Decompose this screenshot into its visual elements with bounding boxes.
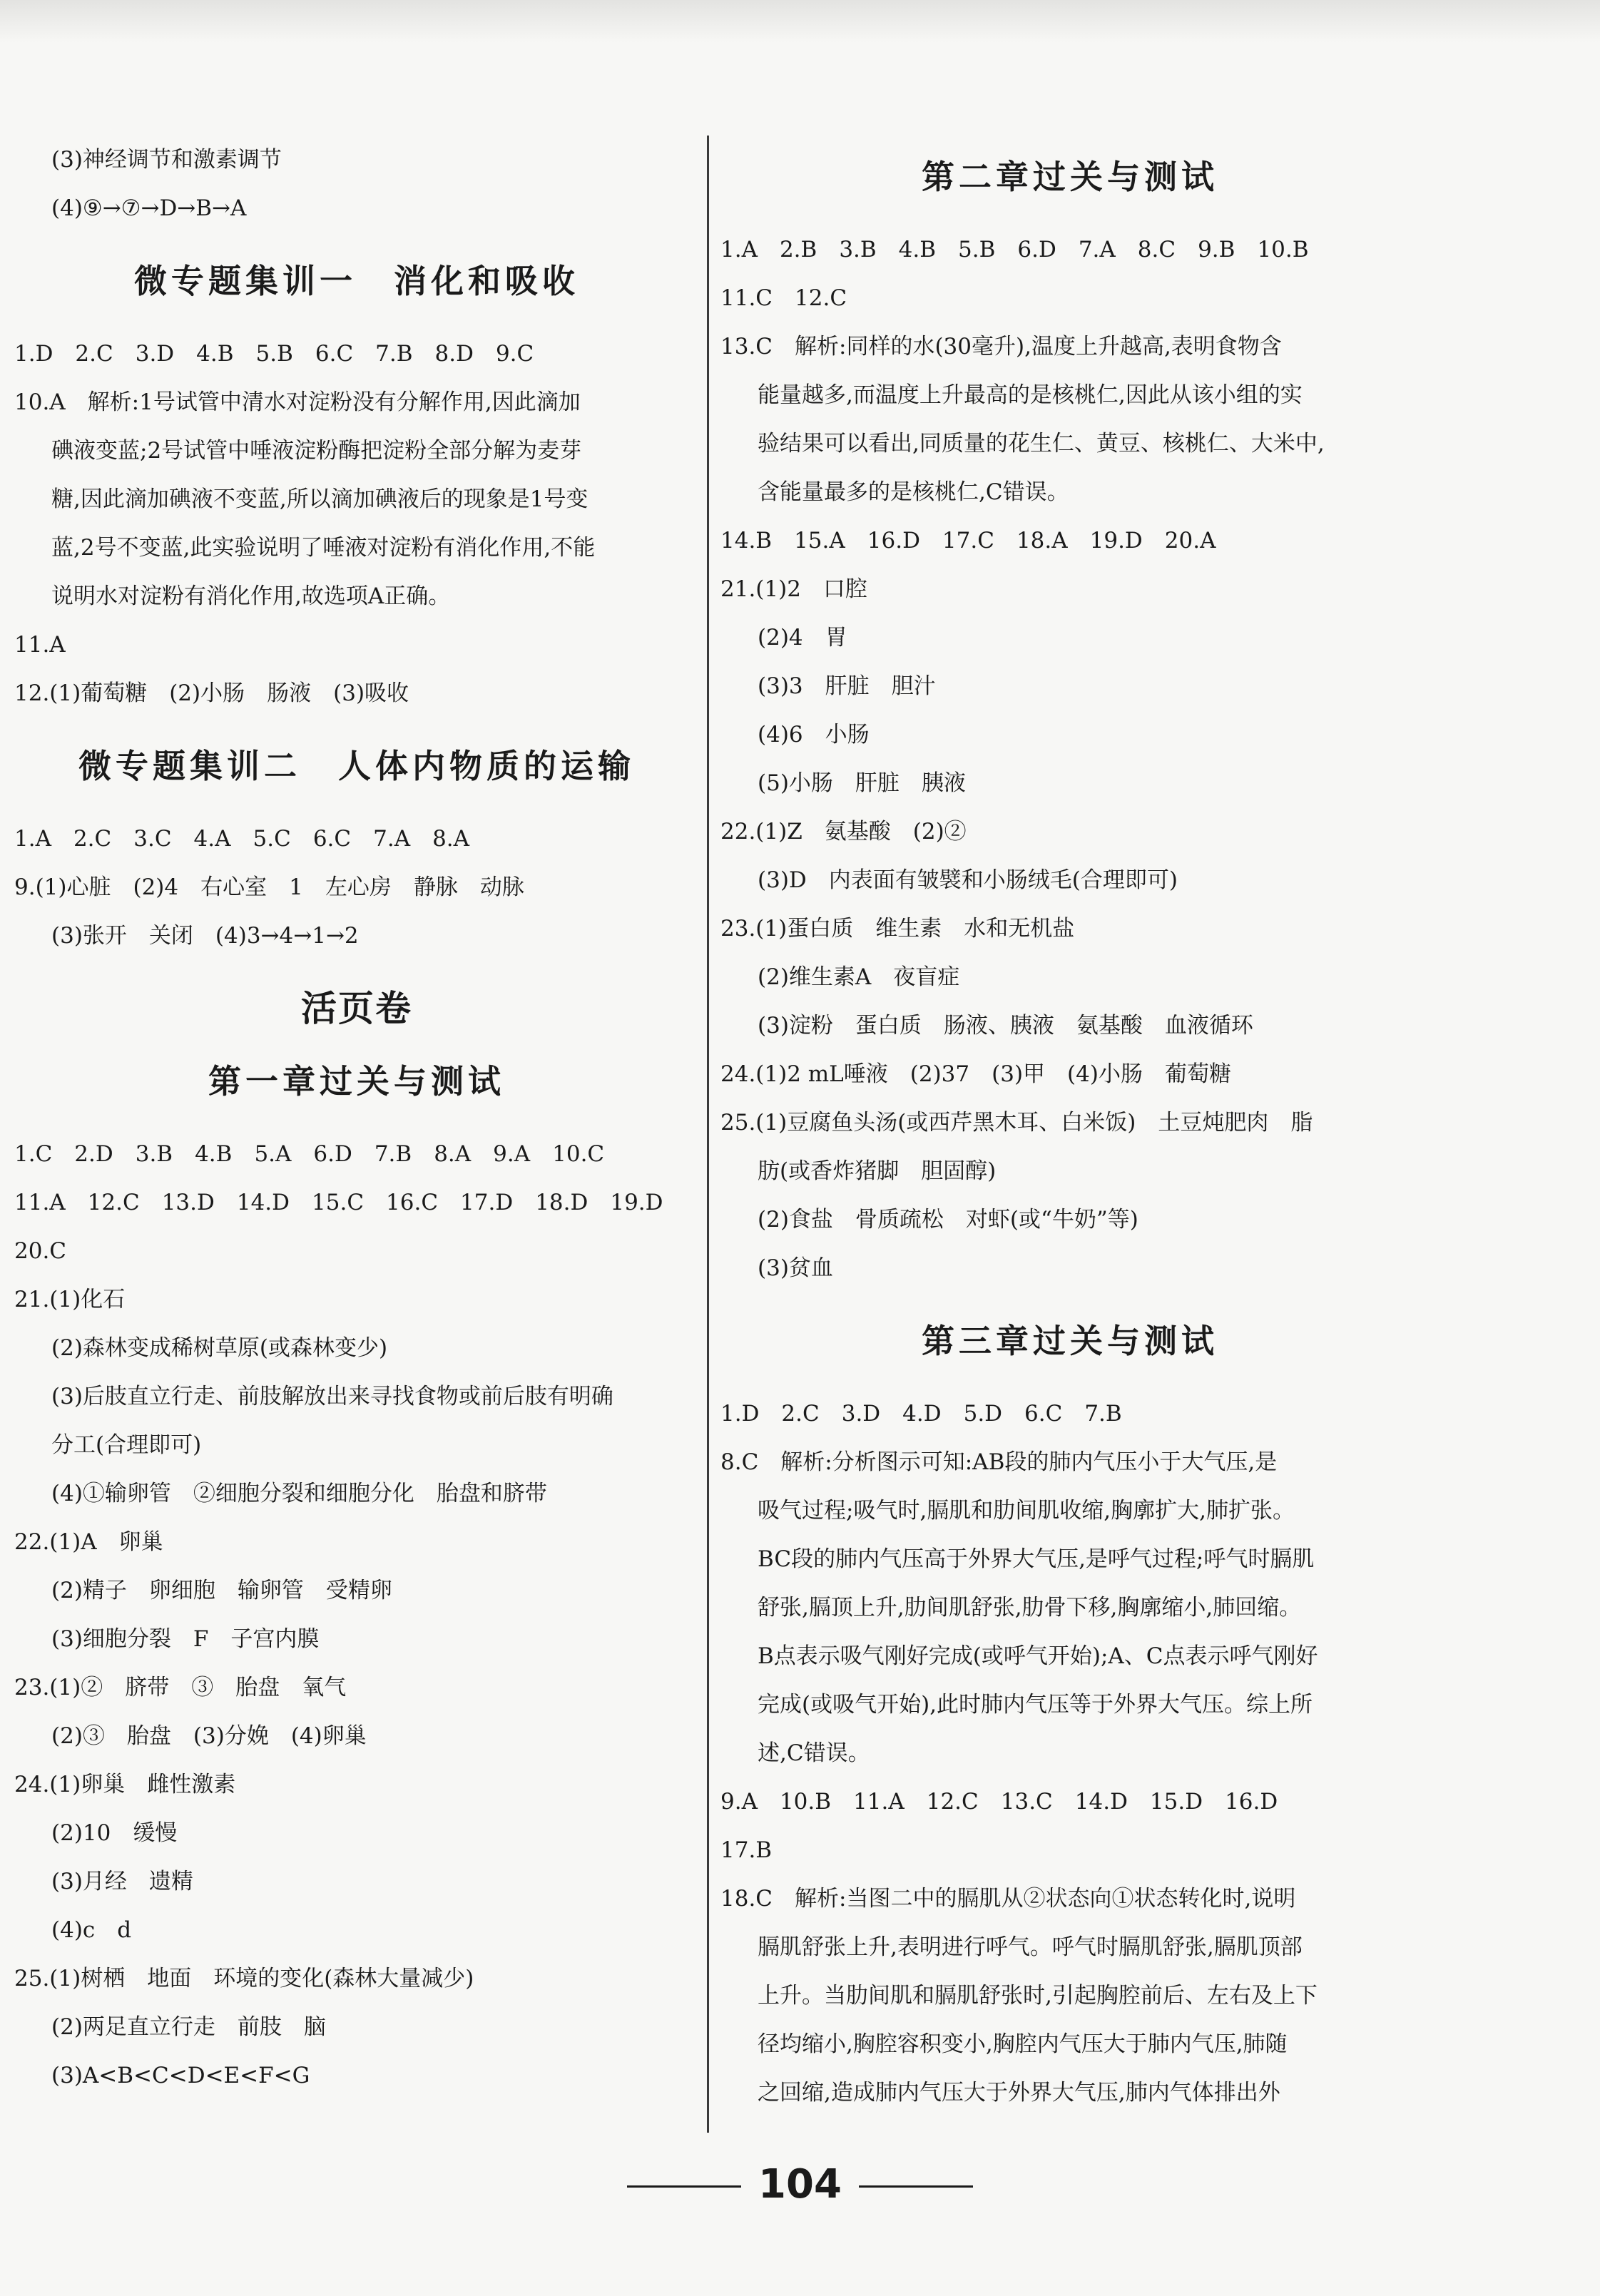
text-line: 25.(1)豆腐鱼头汤(或西芹黑木耳、白米饭) 土豆炖肥肉 脂	[720, 1110, 1313, 1136]
text-line: 13.C 解析:同样的水(30毫升),温度上升越高,表明食物含	[720, 334, 1282, 359]
section-heading: 微专题集训一 消化和吸收	[134, 262, 579, 300]
text-line: 24.(1)2 mL唾液 (2)37 (3)甲 (4)小肠 葡萄糖	[720, 1061, 1231, 1087]
text-line: 14.B 15.A 16.D 17.C 18.A 19.D 20.A	[720, 528, 1216, 553]
text-line: 9.(1)心脏 (2)4 右心室 1 左心房 静脉 动脉	[14, 874, 524, 900]
section-heading: 第二章过关与测试	[922, 158, 1218, 196]
column-divider	[707, 136, 709, 2133]
text-line: 蓝,2号不变蓝,此实验说明了唾液对淀粉有消化作用,不能	[51, 535, 596, 561]
text-line: 述,C错误。	[758, 1740, 870, 1766]
text-line: 11.C 12.C	[720, 285, 847, 311]
page-number-rule-left	[627, 2185, 741, 2188]
text-line: BC段的肺内气压高于外界大气压,是呼气过程;呼气时膈肌	[758, 1546, 1315, 1572]
text-line: (3)贫血	[758, 1255, 833, 1281]
text-line: 碘液变蓝;2号试管中唾液淀粉酶把淀粉全部分解为麦芽	[51, 438, 582, 464]
text-line: 验结果可以看出,同质量的花生仁、黄豆、核桃仁、大米中,	[758, 431, 1325, 456]
text-line: 1.D 2.C 3.D 4.B 5.B 6.C 7.B 8.D 9.C	[14, 341, 534, 367]
text-line: 含能量最多的是核桃仁,C错误。	[758, 479, 1069, 505]
text-line: (2)4 胃	[758, 625, 847, 650]
text-line: 分工(合理即可)	[51, 1432, 202, 1458]
section-heading: 第三章过关与测试	[922, 1322, 1218, 1360]
text-line: 22.(1)Z 氨基酸 (2)②	[720, 819, 967, 845]
text-line: (3)张开 关闭 (4)3→4→1→2	[51, 923, 359, 949]
text-line: 17.B	[720, 1837, 773, 1863]
text-line: (4)c d	[51, 1917, 132, 1943]
right-column	[720, 136, 1420, 2117]
text-line: B点表示吸气刚好完成(或呼气开始);A、C点表示呼气刚好	[758, 1643, 1318, 1669]
text-line: (2)食盐 骨质疏松 对虾(或“牛奶”等)	[758, 1207, 1138, 1233]
text-line: (4)6 小肠	[758, 722, 870, 748]
text-line: (2)③ 胎盘 (3)分娩 (4)卵巢	[51, 1723, 367, 1749]
text-line: 之回缩,造成肺内气压大于外界大气压,肺内气体排出外	[758, 2080, 1280, 2106]
text-line: 能量越多,而温度上升最高的是核桃仁,因此从该小组的实	[758, 382, 1303, 408]
text-line: (3)后肢直立行走、前肢解放出来寻找食物或前后肢有明确	[51, 1384, 613, 1409]
text-line: 吸气过程;吸气时,膈肌和肋间肌收缩,胸廓扩大,肺扩张。	[758, 1498, 1295, 1524]
text-line: 径均缩小,胸腔容积变小,胸腔内气压大于肺内气压,肺随	[758, 2031, 1288, 2057]
text-line: 上升。当肋间肌和膈肌舒张时,引起胸腔前后、左右及上下	[758, 1983, 1318, 2009]
text-line: 22.(1)A 卵巢	[14, 1529, 163, 1555]
text-line: (4)①输卵管 ②细胞分裂和细胞分化 胎盘和脐带	[51, 1481, 547, 1506]
text-line: (2)维生素A 夜盲症	[758, 964, 960, 990]
text-line: 21.(1)2 口腔	[720, 576, 867, 602]
text-line: 1.C 2.D 3.B 4.B 5.A 6.D 7.B 8.A 9.A 10.C	[14, 1141, 605, 1167]
text-line: (3)D 内表面有皱襞和小肠绒毛(合理即可)	[758, 867, 1178, 893]
text-line: (2)森林变成稀树草原(或森林变少)	[51, 1335, 388, 1361]
text-line: 肪(或香炸猪脚 胆固醇)	[758, 1158, 997, 1184]
text-line: 完成(或吸气开始),此时肺内气压等于外界大气压。综上所	[758, 1692, 1313, 1718]
text-line: 1.D 2.C 3.D 4.D 5.D 6.C 7.B	[720, 1401, 1122, 1427]
left-column	[14, 136, 699, 2100]
section-heading: 微专题集训二 人体内物质的运输	[78, 747, 635, 785]
text-line: (2)两足直立行走 前肢 脑	[51, 2014, 326, 2040]
text-line: 21.(1)化石	[14, 1287, 126, 1312]
text-line: (3)A<B<C<D<E<F<G	[51, 2063, 310, 2088]
scan-top-shadow	[0, 0, 1600, 43]
text-line: (4)⑨→⑦→D→B→A	[51, 195, 247, 221]
text-line: 20.C	[14, 1238, 67, 1264]
text-line: 24.(1)卵巢 雌性激素	[14, 1772, 236, 1797]
page-number-rule-right	[859, 2185, 973, 2188]
text-line: (3)细胞分裂 F 子宫内膜	[51, 1626, 320, 1652]
text-line: (2)精子 卵细胞 输卵管 受精卵	[51, 1578, 392, 1603]
text-line: 膈肌舒张上升,表明进行呼气。呼气时膈肌舒张,膈肌顶部	[758, 1934, 1303, 1960]
text-line: (3)月经 遗精	[51, 1869, 193, 1894]
text-line: (3)淀粉 蛋白质 肠液、胰液 氨基酸 血液循环	[758, 1013, 1253, 1039]
text-line: 舒张,膈顶上升,肋间肌舒张,肋骨下移,胸廓缩小,肺回缩。	[758, 1595, 1302, 1621]
text-line: 25.(1)树栖 地面 环境的变化(森林大量减少)	[14, 1966, 474, 1991]
text-line: 糖,因此滴加碘液不变蓝,所以滴加碘液后的现象是1号变	[51, 486, 588, 512]
text-line: 1.A 2.B 3.B 4.B 5.B 6.D 7.A 8.C 9.B 10.B	[720, 237, 1309, 262]
text-line: 10.A 解析:1号试管中清水对淀粉没有分解作用,因此滴加	[14, 389, 581, 415]
section-heading: 第一章过关与测试	[208, 1062, 505, 1101]
text-line: (2)10 缓慢	[51, 1820, 178, 1846]
text-line: 说明水对淀粉有消化作用,故选项A正确。	[51, 583, 451, 609]
text-line: 1.A 2.C 3.C 4.A 5.C 6.C 7.A 8.A	[14, 826, 470, 852]
text-line: 8.C 解析:分析图示可知:AB段的肺内气压小于大气压,是	[720, 1449, 1278, 1475]
part-heading: 活页卷	[301, 987, 412, 1029]
text-line: 9.A 10.B 11.A 12.C 13.C 14.D 15.D 16.D	[720, 1789, 1278, 1815]
text-line: 23.(1)② 脐带 ③ 胎盘 氧气	[14, 1675, 347, 1700]
text-line: (3)3 肝脏 胆汁	[758, 673, 936, 699]
text-line: 18.C 解析:当图二中的膈肌从②状态向①状态转化时,说明	[720, 1886, 1296, 1912]
text-line: (5)小肠 肝脏 胰液	[758, 770, 966, 796]
page-number	[0, 2161, 1600, 2208]
text-line: (3)神经调节和激素调节	[51, 147, 282, 173]
page-number-text: 104	[758, 2161, 842, 2208]
text-line: 11.A	[14, 632, 66, 658]
text-line: 12.(1)葡萄糖 (2)小肠 肠液 (3)吸收	[14, 680, 409, 706]
text-line: 23.(1)蛋白质 维生素 水和无机盐	[720, 916, 1075, 942]
text-line: 11.A 12.C 13.D 14.D 15.C 16.C 17.D 18.D 19.D	[14, 1190, 663, 1215]
